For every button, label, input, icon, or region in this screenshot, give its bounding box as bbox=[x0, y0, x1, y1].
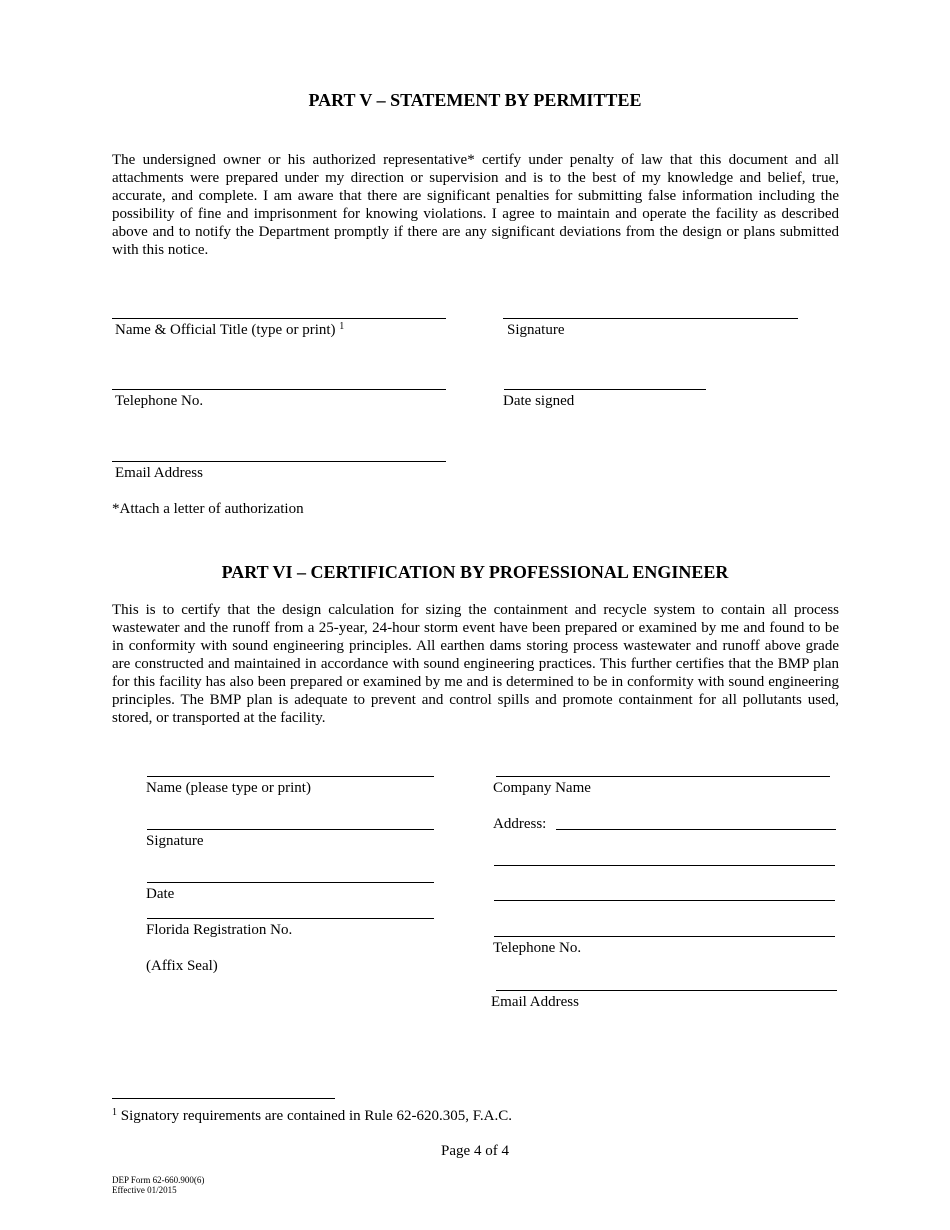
pe-signature-line[interactable] bbox=[147, 829, 434, 830]
pe-telephone-line[interactable] bbox=[494, 936, 835, 937]
pe-name-label: Name (please type or print) bbox=[146, 780, 311, 796]
footnote-separator bbox=[112, 1098, 335, 1099]
part6-statement: This is to certify that the design calculation for sizing the containment and recycle system to contain all process wastewater and the runoff from a 25-year, 24-hour storm event have been prepared or examined by me and found to be in conformity with sound engineering principles. All earthen dams storing process wastewater and runoff above grade are constructed and maintained in accordance with sound engineering practices. This further certifies that the BMP plan for this facility has also been prepared or examined by me and is determined to be in conformity with sound engineering principles. The BMP plan is adequate to prevent and control spills and promote containment for all pollutants used, stored, or transported at the facility. bbox=[112, 602, 839, 726]
name-title-label: Name & Official Title (type or print) $^1$ bbox=[115, 321, 345, 338]
pe-telephone-label: Telephone No. bbox=[493, 940, 582, 956]
pe-date-line[interactable] bbox=[147, 882, 434, 883]
footnote-ref: 1 bbox=[339, 321, 345, 332]
part5-statement: The undersigned owner or his authorized representative* certify under penalty of law that this document and all attachments were prepared under my direction or supervision and is to the best of my knowledge and belief, true, accurate, and complete. I am aware that there are significant penalties for submitting false information including the possibility of fine and imprisonment for knowing violations. I agree to maintain and operate the facility as described above and to notify the Department promptly if there are any significant deviations from the design or plans submitted with this notice. bbox=[112, 152, 839, 258]
pe-registration-label: Florida Registration No. bbox=[146, 922, 293, 938]
pe-registration-line[interactable] bbox=[147, 918, 434, 919]
pe-email-line[interactable] bbox=[496, 990, 837, 991]
address-line-2[interactable] bbox=[494, 865, 835, 866]
form-id: DEP Form 62-660.900(6) bbox=[112, 1175, 205, 1185]
part6-heading: PART VI – CERTIFICATION BY PROFESSIONAL ENGINEER bbox=[221, 562, 729, 582]
company-name-label: Company Name bbox=[493, 780, 591, 796]
footnote-text: Signatory requirements are contained in Rule 62-620.305, F.A.C. bbox=[120, 1108, 512, 1124]
name-title-line[interactable] bbox=[112, 318, 446, 319]
telephone-line[interactable] bbox=[112, 389, 446, 390]
pe-signature-label: Signature bbox=[146, 833, 204, 849]
part5-heading: PART V – STATEMENT BY PERMITTEE bbox=[308, 90, 642, 110]
pe-email-label: Email Address bbox=[491, 994, 579, 1010]
email-line[interactable] bbox=[112, 461, 446, 462]
address-line-1[interactable] bbox=[556, 829, 836, 830]
page-number: Page 4 of 4 bbox=[441, 1143, 509, 1159]
affix-seal-label: (Affix Seal) bbox=[146, 958, 218, 974]
pe-name-line[interactable] bbox=[147, 776, 434, 777]
signature-line[interactable] bbox=[503, 318, 798, 319]
email-label: Email Address bbox=[115, 465, 203, 481]
date-signed-line[interactable] bbox=[504, 389, 706, 390]
company-name-line[interactable] bbox=[496, 776, 830, 777]
effective-date: Effective 01/2015 bbox=[112, 1185, 177, 1195]
pe-date-label: Date bbox=[146, 886, 175, 902]
address-line-3[interactable] bbox=[494, 900, 835, 901]
footnote-number: 1 bbox=[112, 1107, 117, 1118]
telephone-label: Telephone No. bbox=[115, 393, 204, 409]
attach-note: *Attach a letter of authorization bbox=[112, 501, 304, 517]
signature-label: Signature bbox=[507, 322, 565, 338]
footnote bbox=[112, 1107, 512, 1125]
address-label: Address: bbox=[493, 816, 547, 832]
date-signed-label: Date signed bbox=[503, 393, 575, 409]
